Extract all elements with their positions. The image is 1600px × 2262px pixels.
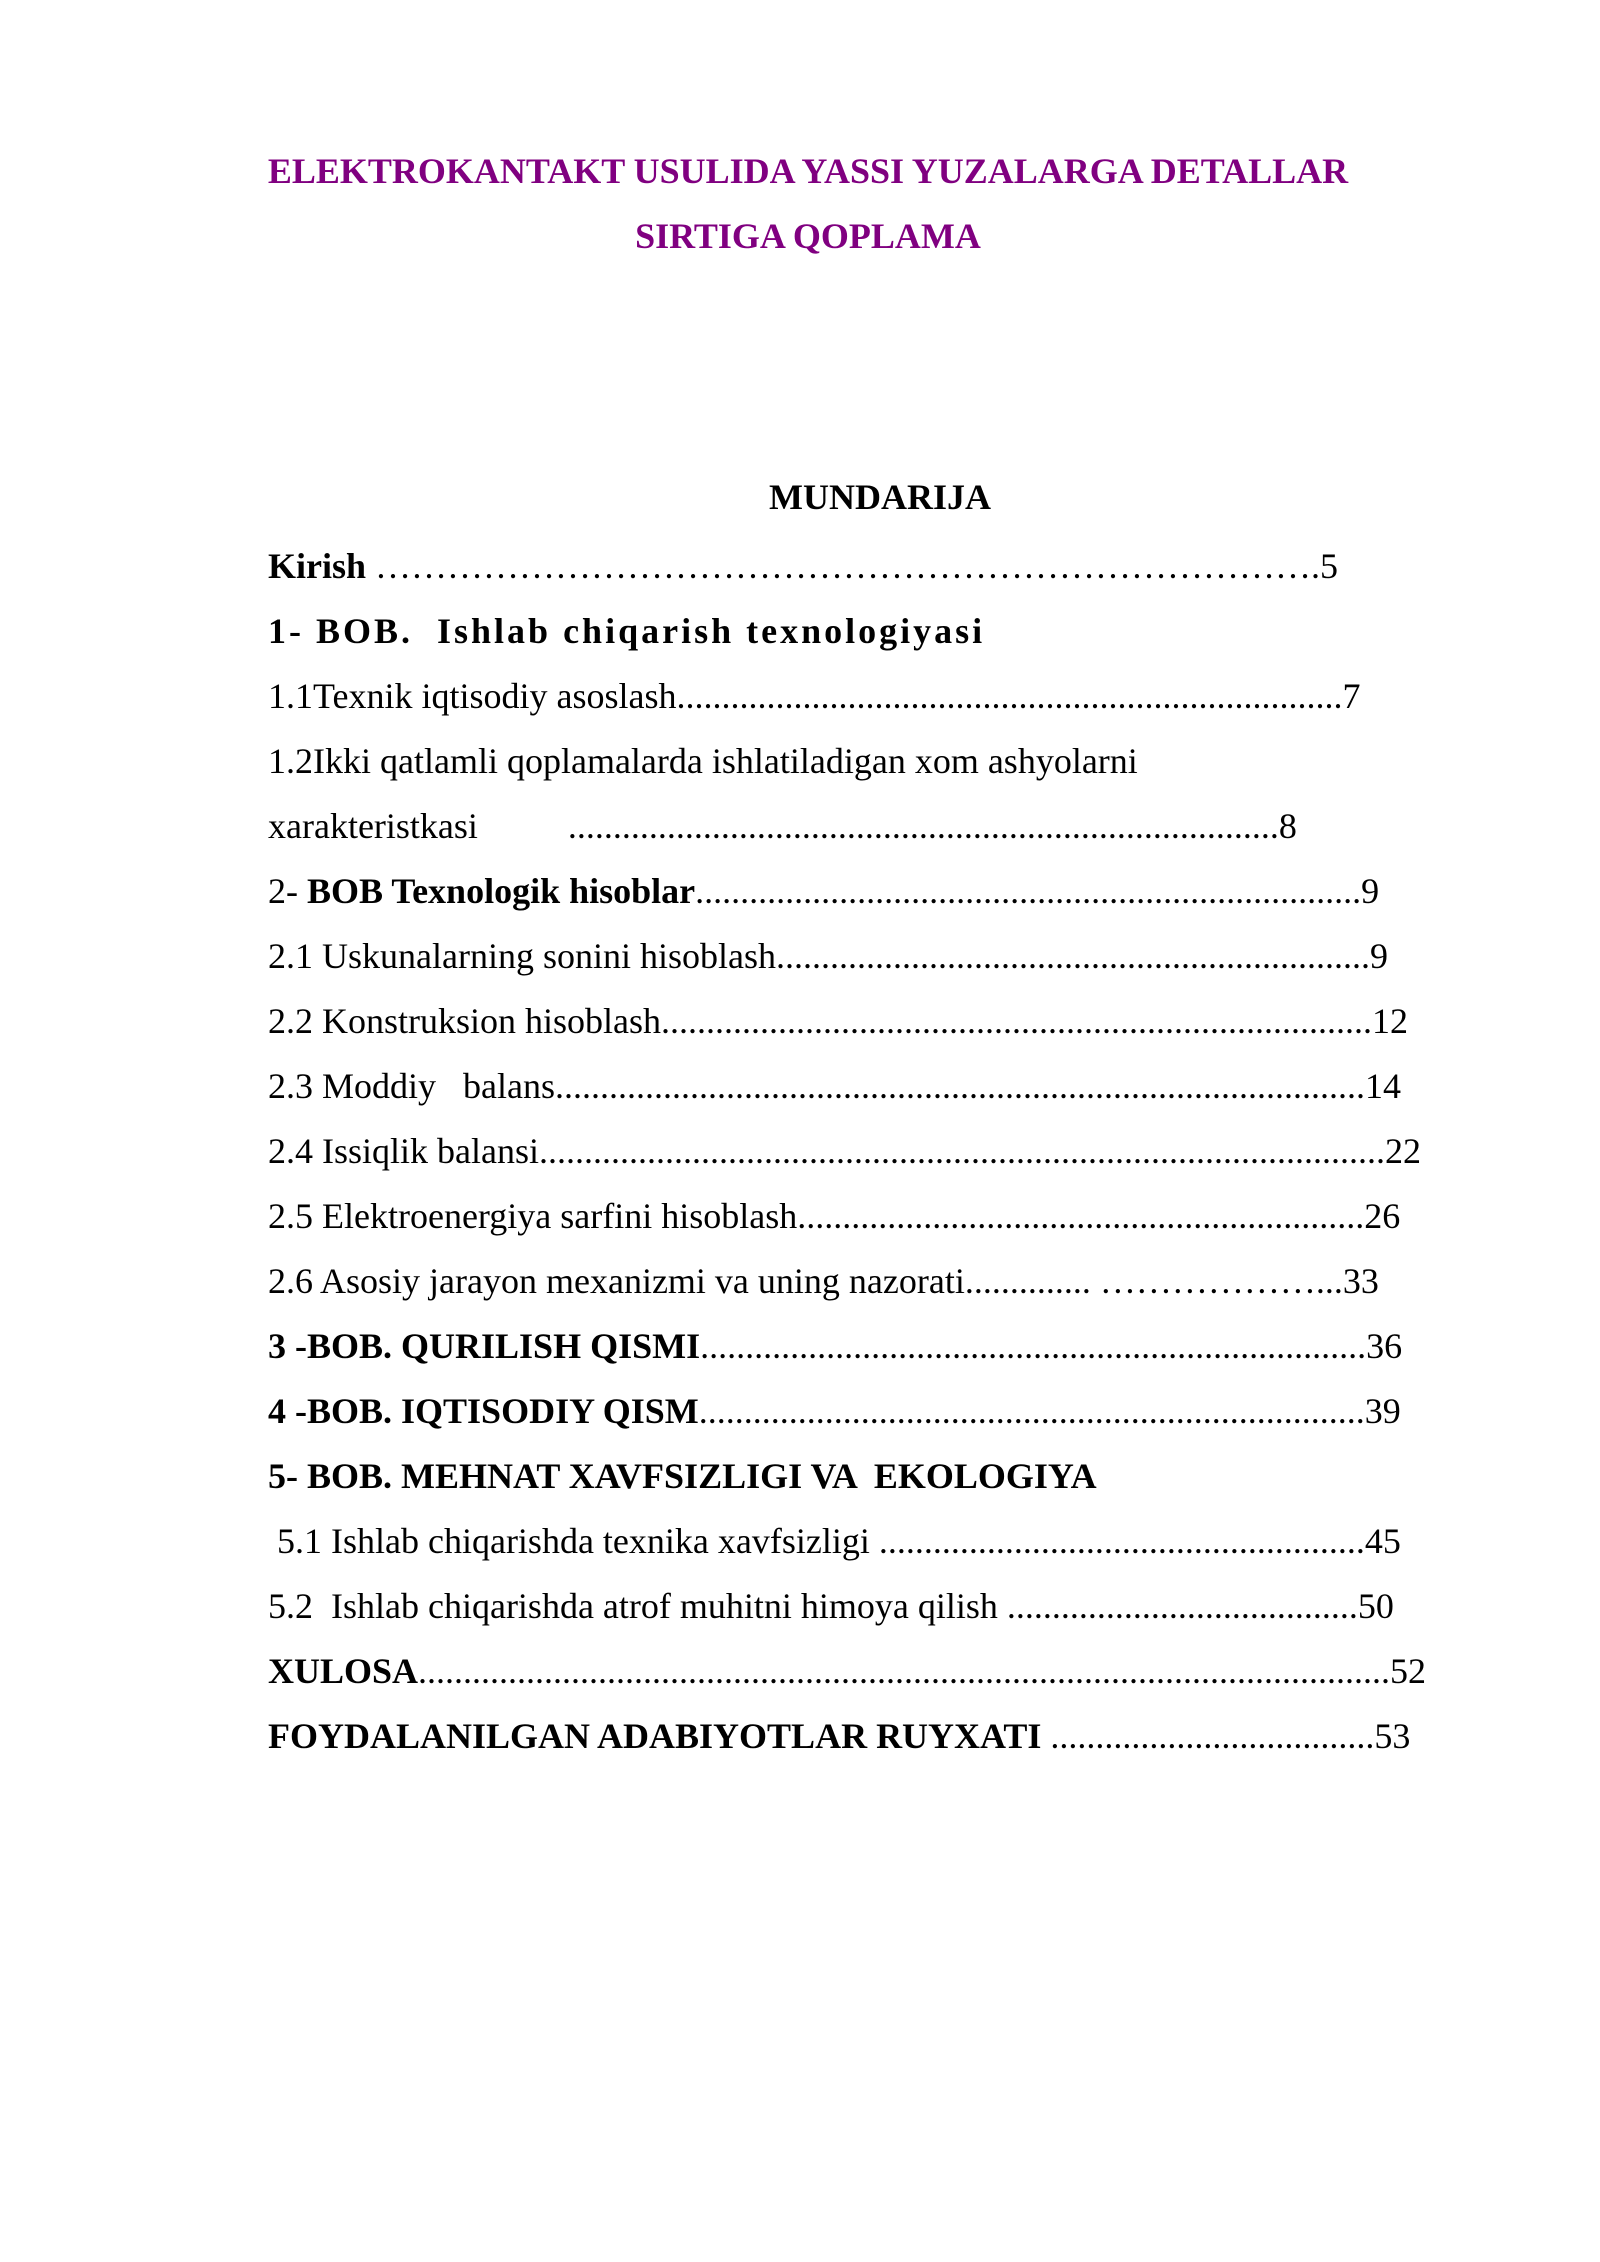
document-title-line-1: ELEKTROKANTAKT USULIDA YASSI YUZALARGA DETALLAR: [267, 151, 1349, 191]
toc-entry-5-2: 5.2 Ishlab chiqarishda atrof muhitni himoya qilish .......................................50: [268, 1586, 1394, 1626]
toc-entry-2-2: 2.2 Konstruksion hisoblash...............................................................................12: [268, 1001, 1409, 1041]
toc-entry-chapter-1: 1- BOB. Ishlab chiqarish texnologiyasi: [268, 611, 986, 651]
toc-entry-2-3: 2.3 Moddiy balans..........................................................................................14: [268, 1066, 1401, 1106]
toc-entry-kirish: Kirish …………………………………………………………………….5: [268, 546, 1339, 586]
toc-entry-2-1: 2.1 Uskunalarning sonini hisoblash..................................................................9: [268, 936, 1388, 976]
toc-entry-2-4: 2.4 Issiqlik balansi..............................................................................................22: [268, 1131, 1421, 1171]
toc-entry-5-1: 5.1 Ishlab chiqarishda texnika xavfsizligi ......................................................45: [268, 1521, 1401, 1561]
document-title-line-2: SIRTIGA QOPLAMA: [635, 216, 981, 256]
toc-entry-chapter-2: 2- BOB Texnologik hisoblar..........................................................................9: [268, 871, 1380, 911]
toc-entry-references: FOYDALANILGAN ADABIYOTLAR RUYXATI ....................................53: [268, 1716, 1411, 1756]
toc-entry-1-1: 1.1Texnik iqtisodiy asoslash..........................................................................7: [268, 676, 1361, 716]
toc-entry-1-2-cont: xarakteristkasi ...............................................................................8: [268, 806, 1297, 846]
toc-heading: MUNDARIJA: [769, 477, 991, 517]
toc-entry-2-5: 2.5 Elektroenergiya sarfini hisoblash...............................................................26: [268, 1196, 1401, 1236]
toc-entry-chapter-5: 5- BOB. MEHNAT XAVFSIZLIGI VA EKOLOGIYA: [268, 1456, 1097, 1496]
toc-entry-2-6: 2.6 Asosiy jarayon mexanizmi va uning nazorati.............. ………………...33: [268, 1261, 1379, 1301]
toc-entry-chapter-3: 3 -BOB. QURILISH QISMI..........................................................................36: [268, 1326, 1403, 1366]
toc-entry-xulosa: XULOSA............................................................................................................52: [268, 1651, 1427, 1691]
toc-entry-1-2: 1.2Ikki qatlamli qoplamalarda ishlatiladigan xom ashyolarni: [268, 741, 1138, 781]
toc-entry-chapter-4: 4 -BOB. IQTISODIY QISM..........................................................................39: [268, 1391, 1401, 1431]
